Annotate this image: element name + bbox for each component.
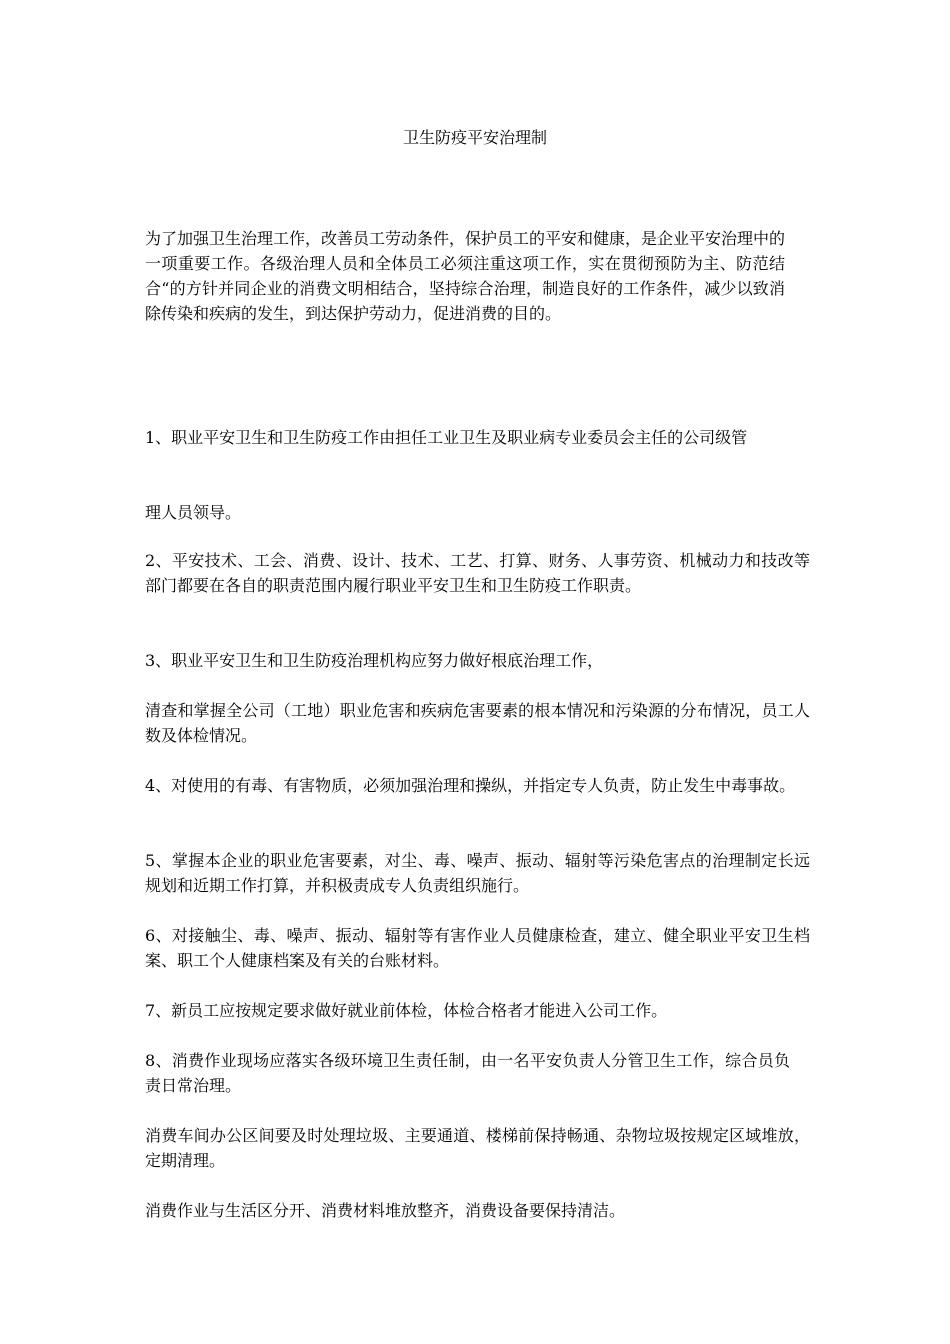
- item-3-paragraph: 3、职业平安卫生和卫生防疫治理机构应努力做好根底治理工作，: [145, 651, 604, 670]
- item-4-paragraph: 4、对使用的有毒、有害物质，必须加强治理和操纵，并指定专人负责，防止发生中毒事故。: [145, 776, 796, 795]
- item-1-continuation: 理人员领导。: [145, 503, 242, 522]
- item-8-detail-1: 消费车间办公区间要及时处理垃圾、主要通道、楼梯前保持畅通、杂物垃圾按规定区域堆放，定期清理。: [145, 1126, 810, 1170]
- document-title: 卫生防疫平安治理制: [402, 128, 547, 147]
- item-6-paragraph: 6、对接触尘、毒、噪声、振动、辐射等有害作业人员健康检查，建立、健全职业平安卫生档案、职工个人健康档案及有关的台账材料。: [145, 926, 810, 970]
- item-8-detail-2: 消费作业与生活区分开、消费材料堆放整齐，消费设备要保持清洁。: [145, 1201, 626, 1220]
- item-8-paragraph: 8、消费作业现场应落实各级环境卫生责任制，由一名平安负责人分管卫生工作，综合员负责日常治理。: [145, 1051, 790, 1095]
- item-7-paragraph: 7、新员工应按规定要求做好就业前体检，体检合格者才能进入公司工作。: [145, 1001, 668, 1020]
- intro-paragraph: 为了加强卫生治理工作，改善员工劳动条件，保护员工的平安和健康，是企业平安治理中的一项重要工作。各级治理人员和全体员工必须注重这项工作，实在贯彻预防为主、防范结合“的方针并同企业的消费文明相结合，坚持综合治理，制造良好的工作条件，减少以致消除传染和疾病的发生，到达保护劳动力，促进消费的目的。: [145, 229, 786, 323]
- item-2-paragraph: 2、平安技术、工会、消费、设计、技术、工艺、打算、财务、人事劳资、机械动力和技改等部门都要在各自的职责范围内履行职业平安卫生和卫生防疫工作职责。: [145, 551, 810, 595]
- item-5-paragraph: 5、掌握本企业的职业危害要素，对尘、毒、噪声、振动、辐射等污染危害点的治理制定长远规划和近期工作打算，并积极责成专人负责组织施行。: [145, 851, 810, 895]
- item-3-continuation: 清查和掌握全公司（工地）职业危害和疾病危害要素的根本情况和污染源的分布情况，员工人数及体检情况。: [145, 701, 810, 745]
- item-1-paragraph: 1、职业平安卫生和卫生防疫工作由担任工业卫生及职业病专业委员会主任的公司级管: [145, 428, 748, 447]
